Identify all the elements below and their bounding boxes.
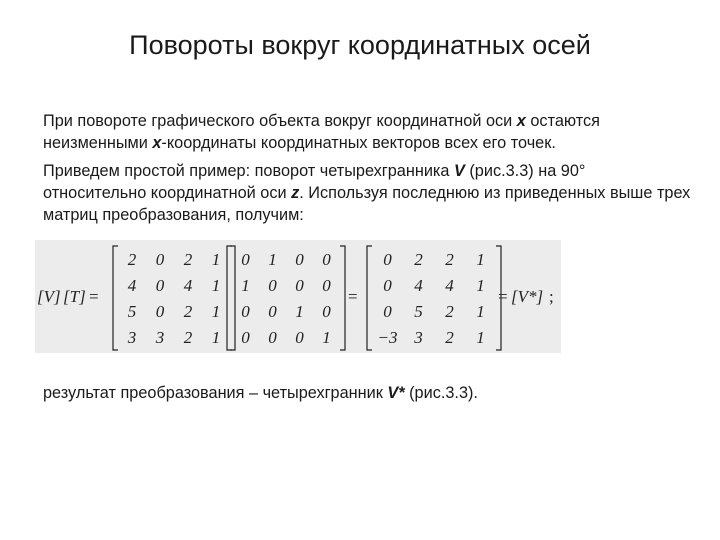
p1-text-a: При повороте графического объекта вокруг координатной оси (43, 112, 517, 130)
matrix-v-cell: 0 (155, 276, 165, 295)
matrix-r-cell: 4 (445, 276, 454, 295)
matrix-r-cell: 0 (383, 250, 392, 269)
equals-sign-2: = (348, 287, 358, 306)
matrix-t-bracket-right (340, 246, 345, 350)
matrix-t-cell: 0 (295, 276, 304, 295)
p2-text-c: . Используя последнюю из приведенных выше трех матриц преобразования, получим: (43, 184, 691, 224)
matrix-v (113, 246, 235, 350)
rhs-v-star: [V*] (511, 287, 544, 306)
equals-sign-3: = (498, 287, 508, 306)
matrix-r-cell: 5 (414, 302, 423, 321)
matrix-r-cell: 1 (476, 302, 485, 321)
p2-v: V (453, 162, 465, 180)
matrix-t-cell: 1 (322, 328, 331, 347)
matrix-v-cell: 2 (127, 250, 137, 269)
matrix-equation (35, 240, 561, 353)
matrix-v-cell: 1 (211, 276, 221, 295)
matrix-v-cell: 2 (183, 328, 193, 347)
matrix-v-bracket-right (230, 246, 235, 350)
p3-v: V* (387, 384, 405, 402)
matrix-equation-svg (35, 240, 561, 353)
lhs-t: [T] (63, 287, 86, 306)
matrix-r-cell: 3 (414, 328, 423, 347)
p3-text-b: (рис.3.3). (404, 384, 478, 402)
matrix-t-cell: 0 (241, 302, 250, 321)
matrix-t-cell: 0 (295, 328, 304, 347)
matrix-r-bracket-left (367, 246, 372, 350)
matrix-t-bracket-left (227, 246, 232, 350)
matrix-v-cell: 1 (211, 302, 221, 321)
matrix-r-cell: −3 (377, 328, 398, 347)
matrix-r-cell: 2 (414, 250, 423, 269)
matrix-result (367, 246, 501, 350)
matrix-t-cell: 0 (322, 250, 331, 269)
matrix-v-cell: 0 (155, 302, 165, 321)
matrix-t-cell: 0 (268, 328, 277, 347)
paragraph-example (43, 160, 693, 226)
matrix-t-cell: 0 (268, 276, 277, 295)
matrix-t-cell: 0 (268, 302, 277, 321)
matrix-t-cell: 1 (268, 250, 277, 269)
matrix-v-cell: 2 (183, 302, 193, 321)
p1-text-b: остаются неизменными (43, 112, 600, 152)
matrix-r-cell: 1 (476, 276, 485, 295)
matrix-r-cell: 1 (476, 250, 485, 269)
equals-sign: = (89, 287, 99, 306)
matrix-t-cell: 1 (295, 302, 304, 321)
paragraph-result (43, 382, 693, 404)
matrix-r-cell: 2 (445, 250, 454, 269)
matrix-v-cell: 0 (155, 250, 165, 269)
matrix-v-cell: 1 (211, 328, 221, 347)
matrix-v-cell: 3 (155, 328, 165, 347)
matrix-t (227, 246, 345, 350)
p1-axis: x (516, 112, 526, 130)
p2-text-b: (рис.3.3) на 90° относительно координатной оси (43, 162, 586, 202)
slide-title: Повороты вокруг координатных осей (129, 30, 591, 60)
matrix-v-cell: 1 (211, 250, 221, 269)
lhs-v: [V] (37, 287, 61, 306)
p2-z: z (291, 184, 300, 202)
matrix-v-bracket-left (113, 246, 118, 350)
matrix-r-cell: 2 (445, 302, 454, 321)
p3-text-a: результат преобразования – четырехгранник (43, 384, 388, 402)
matrix-t-cell: 0 (241, 328, 250, 347)
p2-text-a: Приведем простой пример: поворот четырехгранника (43, 162, 454, 180)
semicolon: ; (549, 287, 554, 306)
matrix-v-cell: 3 (127, 328, 137, 347)
paragraph-intro (43, 110, 693, 154)
p1-axis2: x (152, 134, 162, 152)
matrix-r-cell: 0 (383, 302, 392, 321)
p1-text-c: -координаты координатных векторов всех его точек. (161, 134, 556, 152)
matrix-t-cell: 0 (322, 302, 331, 321)
matrix-r-cell: 2 (445, 328, 454, 347)
matrix-t-cell: 0 (322, 276, 331, 295)
matrix-v-cell: 4 (183, 276, 193, 295)
matrix-v-cell: 4 (127, 276, 137, 295)
matrix-r-cell: 1 (476, 328, 485, 347)
matrix-t-cell: 0 (241, 250, 250, 269)
matrix-r-cell: 0 (383, 276, 392, 295)
matrix-v-cell: 5 (127, 302, 137, 321)
matrix-t-cell: 0 (295, 250, 304, 269)
matrix-v-cell: 2 (183, 250, 193, 269)
matrix-t-cell: 1 (241, 276, 250, 295)
matrix-r-cell: 4 (414, 276, 423, 295)
